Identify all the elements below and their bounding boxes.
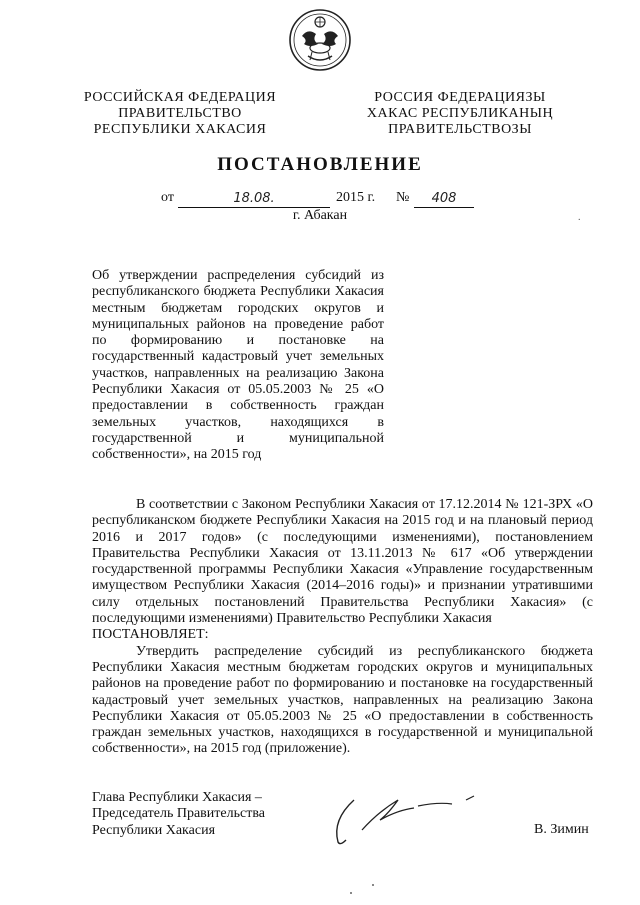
signatory-title-line: Республики Хакасия: [92, 822, 216, 838]
header-left: [80, 90, 280, 138]
body-paragraph: В соответствии с Законом Республики Хакасия от 17.12.2014 № 121-ЗРХ «О республиканском бюджете Республики Хакасия на 2015 год и на плановый период 2016 и 2017 годов» (с последующими изменениями), постановлением Правительства Республики Хакасия от 13.11.2013 № 617 «Об утверждении государственной программы Республики Хакасия «Управление государственным имуществом Республики Хакасия (2014–2016 годы)» и признании утратившими силу отдельных постановлений Правительства Республики Хакасия» (с последующими изменениями) Правительство Республики Хакасия: [92, 497, 593, 627]
document-subject: [92, 268, 384, 464]
number-handwritten: 408: [414, 191, 474, 208]
handwritten-signature-icon: [318, 790, 488, 850]
date-year: 2015 г.: [336, 190, 376, 205]
header-left-line: ПРАВИТЕЛЬСТВО: [118, 106, 242, 121]
city: г. Абакан: [292, 208, 348, 223]
header-right-line: ХАКАС РЕСПУБЛИКАНЫҢ: [366, 106, 554, 121]
header-left-line: РОССИЙСКАЯ ФЕДЕРАЦИЯ: [83, 90, 277, 105]
scan-mark: .: [578, 212, 581, 223]
scan-dot: [372, 884, 374, 886]
date-prefix: от: [161, 190, 174, 205]
signatory-name: В. Зимин: [534, 822, 589, 837]
scan-dot: [350, 892, 352, 894]
coat-of-arms-icon: [288, 8, 352, 72]
document-body: [92, 497, 593, 758]
header-right-line: ПРАВИТЕЛЬСТВОЗЫ: [388, 122, 532, 137]
header-right-line: РОССИЯ ФЕДЕРАЦИЯЗЫ: [374, 90, 546, 105]
header-right: [360, 90, 560, 138]
date-handwritten: 18.08.: [178, 191, 330, 208]
subject-text: Об утверждении распределения субсидий из республиканского бюджета Республики Хакасия местным бюджетам городских округов и муниципальных районов на проведение работ по формированию и постановке на государственный кадастровый учет земельных участков, направленных на реализацию Закона Республики Хакасия от 05.05.2003 № 25 «О предоставлении в собственность граждан земельных участков, находящихся в государственной и муниципальной собственности», на 2015 год: [92, 268, 384, 463]
signatory-title-line: Глава Республики Хакасия –: [92, 790, 262, 805]
header-left-line: РЕСПУБЛИКИ ХАКАСИЯ: [93, 122, 267, 137]
signatory-title-line: Председатель Правительства: [92, 806, 265, 822]
body-paragraph: Утвердить распределение субсидий из республиканского бюджета Республики Хакасия местным бюджетам городских округов и муниципальных районов на проведение работ по формированию и постановке на государственный кадастровый учет земельных участков, направленных на реализацию Закона Республики Хакасия от 05.05.2003 № 25 «О предоставлении в собственность граждан земельных участков, находящихся в государственной и муниципальной собственности», на 2015 год (приложение).: [92, 643, 593, 757]
signatory-title: [92, 790, 292, 839]
decree-word: ПОСТАНОВЛЯЕТ:: [92, 627, 209, 643]
number-sign: №: [396, 190, 410, 205]
document-title: ПОСТАНОВЛЕНИЕ: [217, 154, 423, 175]
